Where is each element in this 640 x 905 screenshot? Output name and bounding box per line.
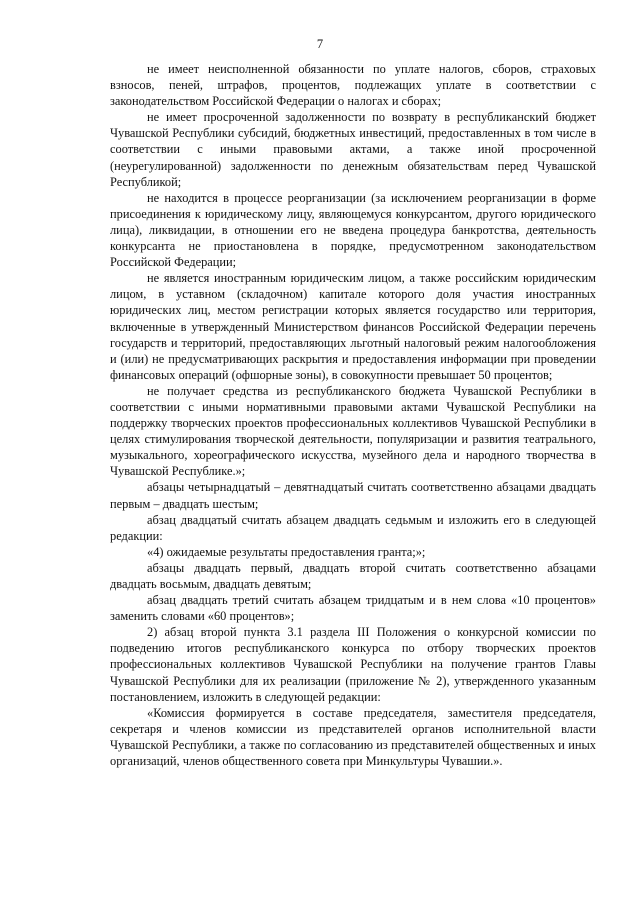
document-body: [110, 61, 596, 769]
paragraph-renumber-21-22: абзацы двадцать первый, двадцать второй считать соответственно абзацами двадцать восьмым, двадцать девятым;: [110, 560, 596, 591]
paragraph-tax-obligations: не имеет неисполненной обязанности по уплате налогов, сборов, страховых взносов, пеней, штрафов, процентов, подлежащих уплате в соответствии с законодательством Российской Федерации о налогах и сборах;: [110, 62, 596, 109]
paragraph-expected-results: «4) ожидаемые результаты предоставления гранта;»;: [147, 544, 426, 559]
paragraph-commission-composition: «Комиссия формируется в составе председателя, заместителя председателя, секретаря и членов комиссии из представителей органов исполнительной власти Чувашской Республики, а также по согласованию из представителей общественных и иных организаций, членов общественного совета при Минкультуры Чувашии.».: [110, 705, 596, 769]
paragraph-renumber-14-19: абзацы четырнадцатый – девятнадцатый считать соответственно абзацами двадцать первым – двадцать шестым;: [110, 480, 596, 511]
paragraph-foreign-entity: не является иностранным юридическим лицом, а также российским юридическим лицом, в уставном (складочном) капитале которого доля участия иностранных юридических лиц, местом регистрации которых является государство или территория, включенные в утвержденный Министерством финансов Российской Федерации перечень государств и территорий, предоставляющих льготный налоговый режим налогообложения и (или) не предусматривающих раскрытия и предоставления информации при проведении финансовых операций (офшорные зоны), в совокупности превышает 50 процентов;: [110, 271, 596, 382]
paragraph-reorganization: не находится в процессе реорганизации (за исключением реорганизации в форме присоединения к юридическому лицу, являющемуся конкурсантом, другого юридического лица), ликвидации, в отношении его не введена процедура банкротства, деятельность конкурсанта не приостановлена в порядке, предусмотренном законодательством Российской Федерации;: [110, 190, 596, 270]
paragraph-budget-funds: не получает средства из республиканского бюджета Чувашской Республики в соответствии с иными нормативными правовыми актами Чувашской Республики на поддержку творческих проектов профессиональных коллективов Чувашской Республики в целях стимулирования творческой деятельности, популяризации и развития театрального, музыкального, хореографического искусства, музейного дела и народного творчества в Чувашской Республике.»;: [110, 383, 596, 479]
paragraph-renumber-23: абзац двадцать третий считать абзацем тридцатым и в нем слова «10 процентов» заменить словами «60 процентов»;: [110, 593, 596, 624]
paragraph-item-2-commission: 2) абзац второй пункта 3.1 раздела III Положения о конкурсной комиссии по подведению итогов республиканского конкурса по отбору творческих проектов профессиональных коллективов Чувашской Республики на получение грантов Главы Чувашской Республики для их реализации (приложение № 2), утвержденного указанным постановлением, изложить в следующей редакции:: [110, 625, 596, 704]
page-number: 7: [316, 37, 324, 51]
paragraph-overdue-debt: не имеет просроченной задолженности по возврату в республиканский бюджет Чувашской Республики субсидий, бюджетных инвестиций, предоставленных в том числе в соответствии с иными правовыми актами, а также иной просроченной (неурегулированной) задолженности по денежным обязательствам перед Чувашской Республикой;: [110, 110, 596, 189]
paragraph-renumber-20: абзац двадцатый считать абзацем двадцать седьмым и изложить его в следующей редакции:: [110, 512, 596, 543]
